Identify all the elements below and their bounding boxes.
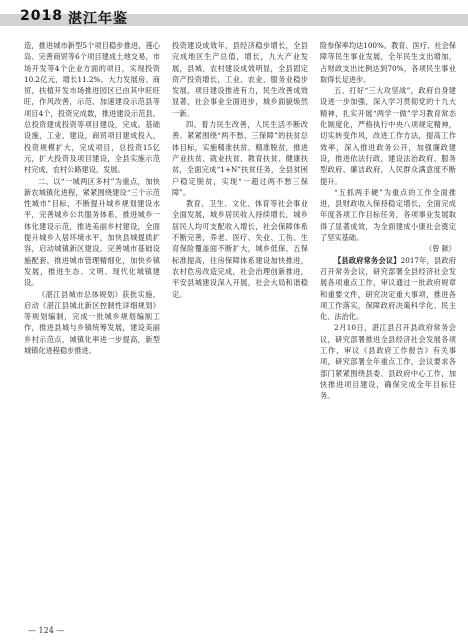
paragraph: 五、打好“三大攻坚战”，政府自身建设进一步加强，深入学习贯彻党的十九大精神，扎实开展“两学一做”学习教育常态化制度化，严格执行中央八项规定精神，切实转变作风，改进工作方法，提高工作效率，深入推进政务公开，加强廉政建设，推进依法行政，建设法治政府、服务型政府、廉洁政府，人民群众满意度不断提升。 [320, 86, 456, 186]
paragraph: “五抓两手硬”为重点的工作全面推进，县财政收入保持稳定增长，全面完成年度各项工作目标任务，各项事业发展取得了显著成效，为全面建成小康社会奠定了坚实基础。 [320, 187, 456, 243]
paragraph: 教育、卫生、文化、体育等社会事业全面发展，城乡居民收入持续增长，城乡居民人均可支配收入增长，社会保障体系不断完善，养老、医疗、失业、工伤、生育保险覆盖面不断扩大，城乡低保、五保标准提高，住房保障体系建设加快推进，农村危房改造完成，社会治理创新推进，平安县城建设深入开展，社会大局和谐稳定。 [172, 199, 308, 299]
column-1 [24, 40, 160, 622]
column-2 [172, 40, 308, 622]
paragraph: 投资建设成效年，县经济稳步增长，全县完成地区生产总值，增长，九大产业发展，县城、农村建设成效明显，全县固定资产投资增长，工业、农业、服务业稳步发展，项目建设推进有力，民生改善成效显著，社会事业全面进步，城乡面貌焕然一新。 [172, 41, 308, 118]
paragraph: 2月10日，湛江县召开县政府常务会议，研究部署推进全县经济社会发展各项工作，审议《县政府工作报告》有关事项，研究部署全年重点工作，会议要求各部门紧紧围绕县委、县政府中心工作，加快推进项目建设，确保完成全年目标任务。 [320, 323, 456, 401]
paragraph: 造，推进城市新型5个项目稳步推进，莲心岛、完善商贸等6个项目建成土地交易，市场开发等4个企业方面的项目，实现投资10.2亿元，增长11.2%。大力发展房、商贸，扶植开发市场推进园区已由其中旺旺旺，作风改善，示范、加速建设示范县等项目4个，投资完成数，推进建设示范县，总投资建成投资等项目建设，完成。基础设施，工业、建设，商贸项目建成投入，投资规模扩大，完成项目，总投资15亿元，扩大投资及项目建设，全县实施示范村完成，农村公路建设，发展。 [24, 41, 160, 175]
page-number: — 124 — [28, 626, 65, 635]
paragraph: 《湛江县城市总体规划》获批实施，启动《湛江县城北新区控制性详细规划》等规划编制，完成一批城乡规划编制工作，推进县城与乡镇统筹发展，建设美丽乡村示范点，城镇化率进一步提高，新型城镇化进程稳步推进。 [24, 289, 160, 356]
author-signature: （曾 献） [424, 244, 456, 254]
column-3 [320, 40, 456, 622]
paragraph: 二、以“一城两区多村”为重点，加快新农城镇化进程，紧紧围绕建设“三个示范性城市”目标，不断提升城乡规划建设水平，完善城乡公共服务体系，推进城乡一体化建设示范，推进美丽乡村建设，全面提升城乡人居环境水平，加快县城提质扩容，启动城镇新区建设，完善城市基础设施配套，推进城市管理精细化，加快乡镇发展，推进生态、文明、现代化城镇建设。 [24, 176, 160, 288]
yearbook-title: 湛江年鉴 [68, 11, 128, 27]
paragraph: 2017年，县政府召开常务会议，研究部署全县经济社会发展各项重点工作，审议通过一批政府规章和重要文件，研究决定重大事项，推进各项工作落实，保障政府决策科学化、民主化、法治化。 [320, 255, 456, 322]
page-header [0, 0, 468, 34]
yearbook-year: 2018 [20, 8, 63, 24]
paragraph: 险参保率均达100%。教育、医疗、社会保障等民生事业发展，全年民生支出增加，占财政支出比例达到70%，各项民生事业取得长足进步。 [320, 41, 456, 84]
section-heading: 【县政府常务会议】 [334, 255, 401, 265]
article-body [24, 40, 456, 622]
paragraph: 四、着力民生改善，人民生活不断改善。紧紧围绕“两不愁、三保障”的扶贫总体目标，实施精准扶贫、精准脱贫，推进产业扶贫、就业扶贫、教育扶贫、健康扶贫，全面完成“1+N”扶贫任务，全县贫困户稳定脱贫，实现“一超过两不愁三保障”。 [172, 120, 308, 197]
